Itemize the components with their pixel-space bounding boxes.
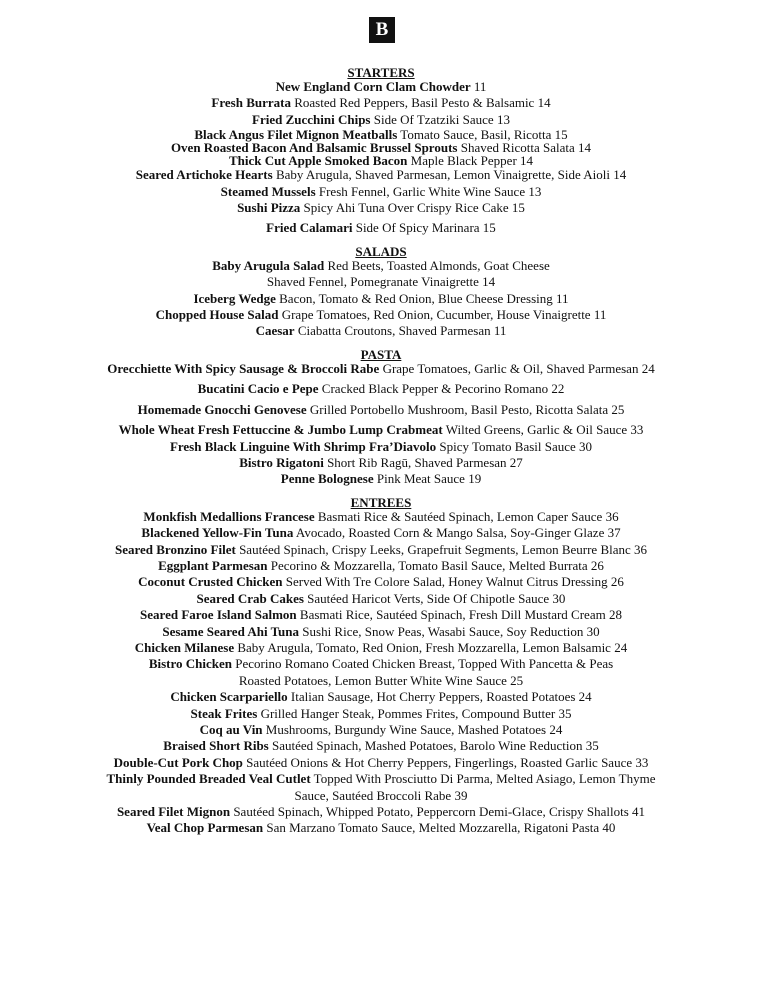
menu-item-description: Shaved Fennel, Pomegranate Vinaigrette 14 xyxy=(266,274,496,290)
menu-item-name: Monkfish Medallions Francese xyxy=(143,508,315,524)
menu-item xyxy=(0,689,762,705)
menu-item-name: Chicken Scarpariello xyxy=(170,689,288,705)
menu-item-name: Thinly Pounded Breaded Veal Cutlet xyxy=(106,771,311,787)
menu-item-name: Steamed Mussels xyxy=(220,183,316,199)
menu-item xyxy=(0,361,762,377)
menu-item-name: Coconut Crusted Chicken xyxy=(138,574,283,590)
menu-item-description: Served With Tre Colore Salad, Honey Walnut Citrus Dressing 26 xyxy=(282,574,624,590)
menu-item xyxy=(0,455,762,471)
menu-item-description: Shaved Ricotta Salata 14 xyxy=(457,140,592,156)
menu-item xyxy=(0,624,762,640)
menu-item-description: Red Beets, Toasted Almonds, Goat Cheese xyxy=(324,257,550,273)
menu-item xyxy=(0,558,762,574)
section-salads xyxy=(0,245,762,340)
menu-item-name: Penne Bolognese xyxy=(280,471,374,487)
menu-item xyxy=(0,820,762,836)
menu-item-name: Thick Cut Apple Smoked Bacon xyxy=(228,153,408,169)
menu-item-name: Chopped House Salad xyxy=(155,307,279,323)
menu-item-description: Pecorino Romano Coated Chicken Breast, Topped With Pancetta & Peas xyxy=(232,656,614,672)
menu-item-description: Fresh Fennel, Garlic White Wine Sauce 13 xyxy=(315,183,542,199)
menu-item-description: Grilled Hanger Steak, Pommes Frites, Compound Butter 35 xyxy=(257,705,572,721)
menu-item-name: Seared Artichoke Hearts xyxy=(135,167,273,183)
section-starters xyxy=(0,66,762,237)
menu-item xyxy=(0,591,762,607)
menu-item-description: Mushrooms, Burgundy Wine Sauce, Mashed Potatoes 24 xyxy=(262,722,563,737)
menu-item xyxy=(0,307,762,323)
menu-item-name: Bistro Chicken xyxy=(148,656,233,672)
menu-item-name: Iceberg Wedge xyxy=(193,290,276,306)
menu-item xyxy=(0,722,762,738)
menu-item xyxy=(0,804,762,820)
menu-item-name: Eggplant Parmesan xyxy=(158,557,268,573)
menu-item-name: Seared Faroe Island Salmon xyxy=(140,607,297,623)
menu-item-description: Basmati Rice, Sautéed Spinach, Fresh Dill Mustard Cream 28 xyxy=(296,607,622,623)
menu-item-description: Basmati Rice & Sautéed Spinach, Lemon Caper Sauce 36 xyxy=(314,508,619,524)
menu-item-name: Orecchiette With Spicy Sausage & Broccoli Rabe xyxy=(107,360,380,376)
menu-item-name: Sushi Pizza xyxy=(237,200,301,216)
menu-document xyxy=(0,60,762,837)
menu-item-name: Braised Short Ribs xyxy=(163,738,269,754)
menu-item xyxy=(0,422,762,438)
menu-item xyxy=(0,509,762,525)
section-title: PASTA xyxy=(360,346,402,362)
menu-item xyxy=(0,607,762,623)
menu-item xyxy=(0,525,762,541)
menu-item-name: Seared Bronzino Filet xyxy=(114,541,236,557)
menu-item xyxy=(0,471,762,487)
menu-item xyxy=(0,402,762,418)
menu-item xyxy=(0,381,762,397)
menu-item-name: Blackened Yellow-Fin Tuna xyxy=(141,525,294,541)
menu-item xyxy=(0,167,762,183)
menu-item-description: Roasted Potatoes, Lemon Butter White Wine Sauce 25 xyxy=(238,672,524,688)
menu-item-description: Cracked Black Pepper & Pecorino Romano 22 xyxy=(318,381,565,397)
menu-item-name: Bucatini Cacio e Pepe xyxy=(197,381,319,397)
menu-item-description: Short Rib Ragū, Shaved Parmesan 27 xyxy=(323,454,523,470)
menu-item xyxy=(0,323,762,339)
menu-item-description: Side Of Tzatziki Sauce 13 xyxy=(370,111,510,127)
menu-item-name: Homemade Gnocchi Genovese xyxy=(137,401,307,417)
menu-item-name: Fried Calamari xyxy=(266,220,353,236)
menu-item-description: Wilted Greens, Garlic & Oil Sauce 33 xyxy=(442,422,644,438)
menu-item-description: Sautéed Haricot Verts, Side Of Chipotle Sauce 30 xyxy=(303,590,566,606)
menu-item-name: Fried Zucchini Chips xyxy=(252,111,371,127)
menu-item-name: Chicken Milanese xyxy=(134,639,235,655)
menu-item-description: Sautéed Spinach, Whipped Potato, Peppercorn Demi-Glace, Crispy Shallots 41 xyxy=(230,804,646,820)
menu-item-description: Sauce, Sautéed Broccoli Rabe 39 xyxy=(294,787,468,803)
menu-item-description: Tomato Sauce, Basil, Ricotta 15 xyxy=(397,127,568,143)
menu-item-name: Seared Crab Cakes xyxy=(196,590,304,606)
menu-item-name: Double-Cut Pork Chop xyxy=(113,754,243,770)
menu-item-description: Grape Tomatoes, Garlic & Oil, Shaved Parmesan 24 xyxy=(379,360,655,376)
menu-item xyxy=(0,95,762,111)
menu-item-description: Ciabatta Croutons, Shaved Parmesan 11 xyxy=(294,323,507,339)
section-title: ENTREES xyxy=(350,494,412,510)
menu-item-description: Grape Tomatoes, Red Onion, Cucumber, House Vinaigrette 11 xyxy=(278,307,607,323)
menu-item xyxy=(0,291,762,307)
menu-item-description: Baby Arugula, Shaved Parmesan, Lemon Vinaigrette, Side Aioli 14 xyxy=(272,167,627,183)
menu-item xyxy=(0,788,762,804)
menu-item xyxy=(0,220,762,236)
section-entrees xyxy=(0,496,762,837)
menu-item-description: Grilled Portobello Mushroom, Basil Pesto, Ricotta Salata 25 xyxy=(306,401,625,417)
menu-item-name: Oven Roasted Bacon And Balsamic Brussel Sprouts xyxy=(170,140,458,156)
menu-item-description: Spicy Ahi Tuna Over Crispy Rice Cake 15 xyxy=(300,200,525,216)
menu-item-name: Coq au Vin xyxy=(199,722,263,737)
section-pasta xyxy=(0,348,762,488)
menu-item xyxy=(0,656,762,672)
menu-item-description: Sautéed Spinach, Mashed Potatoes, Barolo Wine Reduction 35 xyxy=(268,738,599,754)
menu-item-description: Bacon, Tomato & Red Onion, Blue Cheese Dressing 11 xyxy=(275,290,569,306)
menu-item-name: New England Corn Clam Chowder xyxy=(275,79,471,94)
menu-item-name: Fresh Black Linguine With Shrimp Fra’Diavolo xyxy=(169,438,437,454)
menu-item xyxy=(0,542,762,558)
menu-item-name: Sesame Seared Ahi Tuna xyxy=(162,623,300,639)
menu-item-name: Caesar xyxy=(255,323,295,339)
menu-item-name: Fresh Burrata xyxy=(211,95,291,111)
menu-item xyxy=(0,738,762,754)
menu-item xyxy=(0,274,762,290)
menu-item-name: Bistro Rigatoni xyxy=(239,454,324,470)
menu-item xyxy=(0,154,762,167)
menu-item-description: 11 xyxy=(470,79,487,94)
menu-item-description: Avocado, Roasted Corn & Mango Salsa, Soy-Ginger Glaze 37 xyxy=(293,525,621,541)
menu-item xyxy=(0,258,762,274)
menu-item-name: Steak Frites xyxy=(190,705,258,721)
restaurant-logo: B xyxy=(369,17,395,43)
menu-item-name: Veal Chop Parmesan xyxy=(146,820,264,836)
menu-item xyxy=(0,200,762,216)
menu-item-description: Side Of Spicy Marinara 15 xyxy=(352,220,496,236)
menu-item-description: Maple Black Pepper 14 xyxy=(407,153,534,169)
menu-item xyxy=(0,673,762,689)
menu-item-description: Sushi Rice, Snow Peas, Wasabi Sauce, Soy Reduction 30 xyxy=(299,623,600,639)
menu-item xyxy=(0,755,762,771)
menu-item-description: Spicy Tomato Basil Sauce 30 xyxy=(436,438,593,454)
menu-item-description: Sautéed Spinach, Crispy Leeks, Grapefruit Segments, Lemon Beurre Blanc 36 xyxy=(235,541,648,557)
menu-item-description: San Marzano Tomato Sauce, Melted Mozzarella, Rigatoni Pasta 40 xyxy=(263,820,616,836)
menu-item xyxy=(0,112,762,128)
menu-item-description: Pecorino & Mozzarella, Tomato Basil Sauce, Melted Burrata 26 xyxy=(267,557,604,573)
menu-item xyxy=(0,439,762,455)
menu-item xyxy=(0,771,762,787)
menu-item-name: Baby Arugula Salad xyxy=(212,257,325,273)
menu-item-description: Pink Meat Sauce 19 xyxy=(373,471,482,487)
menu-item-name: Whole Wheat Fresh Fettuccine & Jumbo Lump Crabmeat xyxy=(118,422,443,438)
menu-item xyxy=(0,706,762,722)
section-title: SALADS xyxy=(355,243,407,259)
menu-item xyxy=(0,574,762,590)
menu-item-description: Roasted Red Peppers, Basil Pesto & Balsamic 14 xyxy=(290,95,551,111)
menu-item-description: Topped With Prosciutto Di Parma, Melted Asiago, Lemon Thyme xyxy=(310,771,656,787)
menu-item xyxy=(0,79,762,95)
menu-item-name: Seared Filet Mignon xyxy=(116,804,231,820)
menu-item-description: Sautéed Onions & Hot Cherry Peppers, Fingerlings, Roasted Garlic Sauce 33 xyxy=(242,754,649,770)
menu-item xyxy=(0,640,762,656)
menu-item-description: Baby Arugula, Tomato, Red Onion, Fresh Mozzarella, Lemon Balsamic 24 xyxy=(234,639,628,655)
section-title: STARTERS xyxy=(347,65,415,80)
menu-item-name: Black Angus Filet Mignon Meatballs xyxy=(194,127,398,143)
menu-item-description: Italian Sausage, Hot Cherry Peppers, Roasted Potatoes 24 xyxy=(287,689,592,705)
menu-item xyxy=(0,184,762,200)
